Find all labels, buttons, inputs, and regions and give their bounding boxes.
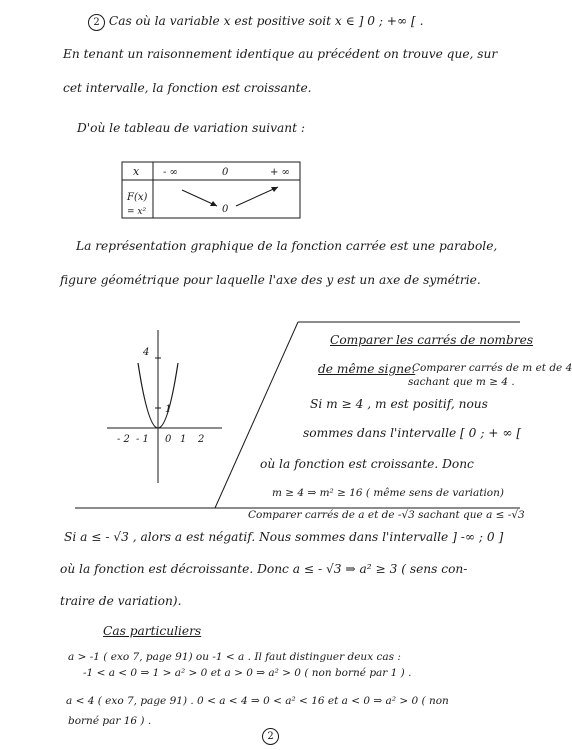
table-row-label: = x² <box>127 207 147 217</box>
text-line: sommes dans l'intervalle [ 0 ; + ∞ [ <box>303 426 522 440</box>
table-x-value: - ∞ <box>163 167 178 178</box>
text-line: Comparer carrés de a et de -√3 sachant que a ≤ -√3 <box>248 509 525 521</box>
section-heading-text: Cas où la variable x est positive soit x ∈ ] 0 ; +∞ [ . <box>108 14 424 28</box>
x-tick-label: - 2 <box>117 434 130 445</box>
text-line: En tenant un raisonnement identique au précédent on trouve que, sur <box>63 47 498 61</box>
text-line: cet intervalle, la fonction est croissante. <box>63 81 312 95</box>
text-line: La représentation graphique de la fonction carrée est une parabole, <box>76 239 498 253</box>
page-number <box>262 728 279 745</box>
text-line: Si m ≥ 4 , m est positif, nous <box>310 397 488 411</box>
table-row-label: F(x) <box>127 192 148 203</box>
x-tick-label: 2 <box>198 434 205 445</box>
text-line: a > -1 ( exo 7, page 91) ou -1 < a . Il faut distinguer deux cas : <box>68 651 401 663</box>
x-tick-label: 0 <box>165 434 172 445</box>
page-number-value: 2 <box>262 728 279 745</box>
table-x-value: + ∞ <box>270 167 290 178</box>
y-tick-label: 1 <box>165 404 172 415</box>
table-min-value: 0 <box>222 204 229 215</box>
x-tick-label: 1 <box>180 434 187 445</box>
compare-title-line2 <box>318 363 415 375</box>
special-title: Cas particuliers <box>103 624 202 638</box>
text-line: figure géométrique pour laquelle l'axe des y est un axe de symétrie. <box>60 273 481 287</box>
text-line: -1 < a < 0 ⇒ 1 > a² > 0 et a > 0 ⇒ a² > 0 ( non borné par 1 ) . <box>83 667 412 679</box>
text-line: m ≥ 4 ⇒ m² ≥ 16 ( même sens de variation) <box>272 487 504 499</box>
text-line: Si a ≤ - √3 , alors a est négatif. Nous sommes dans l'intervalle ] -∞ ; 0 ] <box>64 530 504 544</box>
box-diagonal-line <box>215 322 298 508</box>
table-x-value: 0 <box>222 167 229 178</box>
section-number: 2 <box>88 14 105 31</box>
compare-title-2: de même signe. <box>318 362 416 376</box>
table-header-x: x <box>133 165 140 178</box>
x-tick-label: - 1 <box>136 434 149 445</box>
text-line: borné par 16 ) . <box>68 715 152 727</box>
text-line: D'où le tableau de variation suivant : <box>77 121 305 135</box>
aside-note: sachant que m ≥ 4 . <box>408 376 515 388</box>
compare-title: Comparer les carrés de nombres <box>330 333 534 347</box>
text-line: où la fonction est décroissante. Donc a ≤ - √3 ⇒ a² ≥ 3 ( sens con- <box>60 562 468 576</box>
text-line: a < 4 ( exo 7, page 91) . 0 < a < 4 ⇒ 0 < a² < 16 et a < 0 ⇒ a² > 0 ( non <box>66 695 449 707</box>
text-line: traire de variation). <box>60 594 182 608</box>
aside-note: Comparer carrés de m et de 4 <box>412 362 572 374</box>
text-line: où la fonction est croissante. Donc <box>260 457 474 471</box>
y-tick-label: 4 <box>143 347 150 358</box>
